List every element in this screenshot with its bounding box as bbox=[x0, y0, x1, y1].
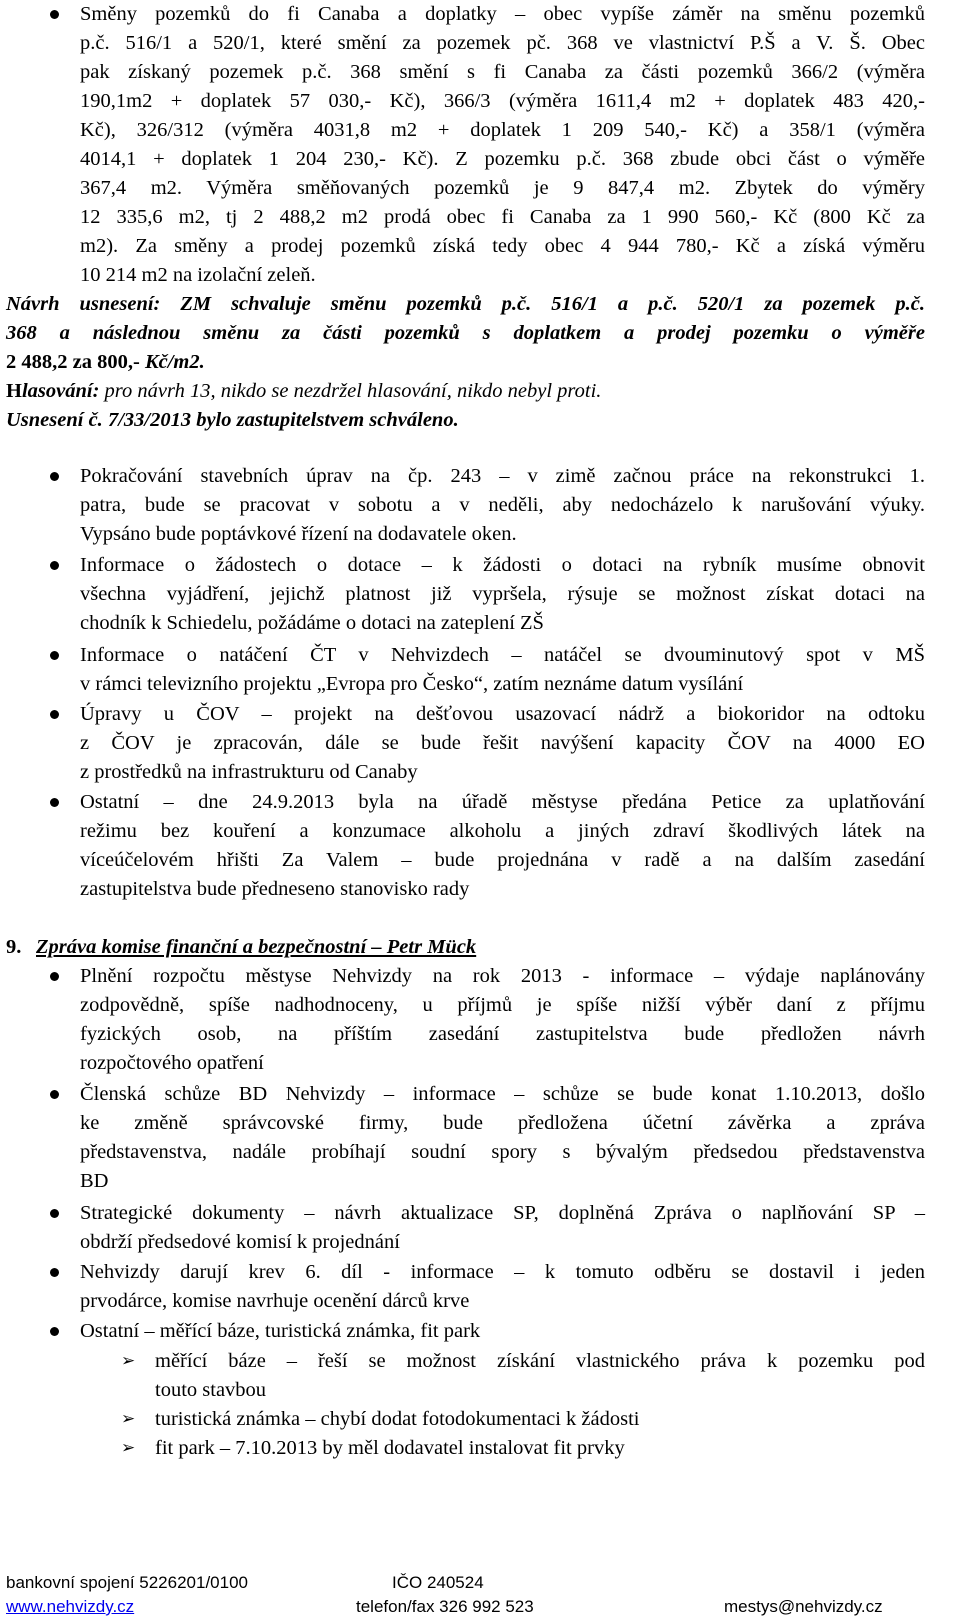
list-item-line: Plnění rozpočtu městyse Nehvizdy na rok 2013 - informace – výdaje naplánovány bbox=[80, 965, 925, 987]
footer-ico: IČO 240524 bbox=[392, 1573, 484, 1592]
bullet-point bbox=[50, 972, 59, 981]
list-item-line: zastupitelstva bude předneseno stanovisko rady bbox=[80, 878, 470, 900]
bullet-point bbox=[50, 1090, 59, 1099]
paragraph-line: 367,4 m2. Výměra směňovaných pozemků je 9 847,4 m2. Zbytek do výměry bbox=[80, 177, 925, 199]
vote-result: Hlasování: pro návrh 13, nikdo se nezdržel hlasování, nikdo nebyl proti. bbox=[6, 380, 602, 402]
list-item-line: ke změně správcovské firmy, bude předložena účetní závěrka a zpráva bbox=[80, 1112, 925, 1134]
list-item-line: chodník k Schiedelu, požádáme o dotaci na zateplení ZŠ bbox=[80, 612, 544, 634]
list-item-line: režimu bez kouření a konzumace alkoholu a jiných zdraví škodlivých látek na bbox=[80, 820, 925, 842]
bullet-point bbox=[50, 710, 59, 719]
resolution-proposal: Návrh usnesení: ZM schvaluje směnu pozemků p.č. 516/1 a p.č. 520/1 za pozemek p.č. bbox=[6, 293, 925, 315]
section-number: 9. bbox=[6, 936, 22, 958]
list-item-line: rozpočtového opatření bbox=[80, 1052, 264, 1074]
list-item-line: Vypsáno bude poptávkové řízení na dodavatele oken. bbox=[80, 523, 517, 545]
list-item-line: fyzických osob, na příštím zasedání zastupitelstva bude předložen návrh bbox=[80, 1023, 925, 1045]
footer-website-link[interactable]: www.nehvizdy.cz bbox=[6, 1597, 135, 1616]
sub-list-item-line: měřící báze – řeší se možnost získání vlastnického práva k pozemku pod bbox=[155, 1350, 925, 1372]
sub-list-item-line: fit park – 7.10.2013 by měl dodavatel instalovat fit prvky bbox=[155, 1437, 625, 1459]
list-item-line: Ostatní – měřící báze, turistická známka, fit park bbox=[80, 1320, 481, 1342]
section-heading: Zpráva komise finanční a bezpečnostní – Petr Mück bbox=[36, 936, 477, 958]
list-item-line: Pokračování stavebních úprav na čp. 243 – v zimě začnou práce na rekonstrukci 1. bbox=[80, 465, 925, 487]
list-item-line: zodpovědně, spíše nadhodnoceny, u příjmů je spíše nižší výběr daní z příjmu bbox=[80, 994, 925, 1016]
paragraph-line: 10 214 m2 na izolační zeleň. bbox=[80, 264, 316, 286]
bullet-point bbox=[50, 1327, 59, 1336]
bullet-point bbox=[50, 1268, 59, 1277]
paragraph-line: Kč), 326/312 (výměra 4031,8 m2 + doplatek 1 209 540,- Kč) a 358/1 (výměra bbox=[80, 119, 925, 141]
resolution-number: Usnesení č. 7/33/2013 bylo zastupitelstvem schváleno. bbox=[6, 409, 459, 431]
sub-list-item-line: turistická známka – chybí dodat fotodokumentaci k žádosti bbox=[155, 1408, 640, 1430]
list-item-line: Informace o natáčení ČT v Nehvizdech – natáčel se dvouminutový spot v MŠ bbox=[80, 644, 925, 666]
list-item-line: patra, bude se pracovat v sobotu a v neděli, aby nedocházelo k narušování výuky. bbox=[80, 494, 925, 516]
footer-phone: telefon/fax 326 992 523 bbox=[356, 1597, 534, 1616]
list-item-line: Informace o žádostech o dotace – k žádosti o dotaci na rybník musíme obnovit bbox=[80, 554, 925, 576]
arrow-bullet-icon: ➢ bbox=[121, 1351, 136, 1371]
resolution-proposal: 368 a následnou směnu za části pozemků s doplatkem a prodej pozemku o výměře bbox=[6, 322, 925, 344]
arrow-bullet-icon: ➢ bbox=[121, 1409, 136, 1429]
bullet-point bbox=[50, 561, 59, 570]
bullet-point bbox=[50, 651, 59, 660]
bullet-point bbox=[50, 472, 59, 481]
bullet-point bbox=[50, 1209, 59, 1218]
paragraph-line: pak získaný pozemek p.č. 368 smění s fi Canaba za části pozemků 366/2 (výměra bbox=[80, 61, 925, 83]
list-item-line: obdrží předsedové komisí k projednání bbox=[80, 1231, 400, 1253]
arrow-bullet-icon: ➢ bbox=[121, 1438, 136, 1458]
paragraph-line: p.č. 516/1 a 520/1, které smění za pozemek pč. 368 ve vlastnictví P.Š a V. Š. Obec bbox=[80, 32, 925, 54]
bullet-point bbox=[50, 10, 59, 19]
paragraph-line: 12 335,6 m2, tj 2 488,2 m2 prodá obec fi Canaba za 1 990 560,- Kč (800 Kč za bbox=[80, 206, 925, 228]
list-item-line: všechna vyjádření, jejichž platnost již vypršela, rýsuje se možnost získat dotaci na bbox=[80, 583, 925, 605]
paragraph-line: m2). Za směny a prodej pozemků získá tedy obec 4 944 780,- Kč a získá výměru bbox=[80, 235, 925, 257]
list-item-line: v rámci televizního projektu „Evropa pro Česko“, zatím neznáme datum vysílání bbox=[80, 673, 744, 695]
sub-list-item-line: touto stavbou bbox=[155, 1379, 267, 1401]
list-item-line: z prostředků na infrastrukturu od Canaby bbox=[80, 761, 418, 783]
list-item-line: víceúčelovém hřišti Za Valem – bude projednána v radě a na dalším zasedání bbox=[80, 849, 925, 871]
list-item-line: Nehvizdy darují krev 6. díl - informace – k tomuto odběru se dostavil i jeden bbox=[80, 1261, 925, 1283]
list-item-line: Úpravy u ČOV – projekt na dešťovou usazovací nádrž a biokoridor na odtoku bbox=[80, 703, 925, 725]
footer-email: mestys@nehvizdy.cz bbox=[724, 1597, 883, 1616]
paragraph-line: 4014,1 + doplatek 1 204 230,- Kč). Z pozemku p.č. 368 zbude obci část o výměře bbox=[80, 148, 925, 170]
list-item-line: z ČOV je zpracován, dále se bude řešit navýšení kapacity ČOV na 4000 EO bbox=[80, 732, 925, 754]
list-item-line: BD bbox=[80, 1170, 109, 1192]
footer-bank-account: bankovní spojení 5226201/0100 bbox=[6, 1573, 248, 1592]
list-item-line: Členská schůze BD Nehvizdy – informace – schůze se bude konat 1.10.2013, došlo bbox=[80, 1083, 925, 1105]
bullet-point bbox=[50, 798, 59, 807]
list-item-line: Ostatní – dne 24.9.2013 byla na úřadě městyse předána Petice za uplatňování bbox=[80, 791, 925, 813]
list-item-line: Strategické dokumenty – návrh aktualizace SP, doplněná Zpráva o naplňování SP – bbox=[80, 1202, 925, 1224]
resolution-proposal: 2 488,2 za 800,- Kč/m2. bbox=[6, 351, 205, 373]
list-item-line: představenstva, nadále probíhají soudní spory s bývalým předsedou představenstva bbox=[80, 1141, 925, 1163]
paragraph-line: Směny pozemků do fi Canaba a doplatky – obec vypíše záměr na směnu pozemků bbox=[80, 3, 925, 25]
list-item-line: prvodárce, komise navrhuje ocenění dárců krve bbox=[80, 1290, 470, 1312]
paragraph-line: 190,1m2 + doplatek 57 030,- Kč), 366/3 (výměra 1611,4 m2 + doplatek 483 420,- bbox=[80, 90, 925, 112]
